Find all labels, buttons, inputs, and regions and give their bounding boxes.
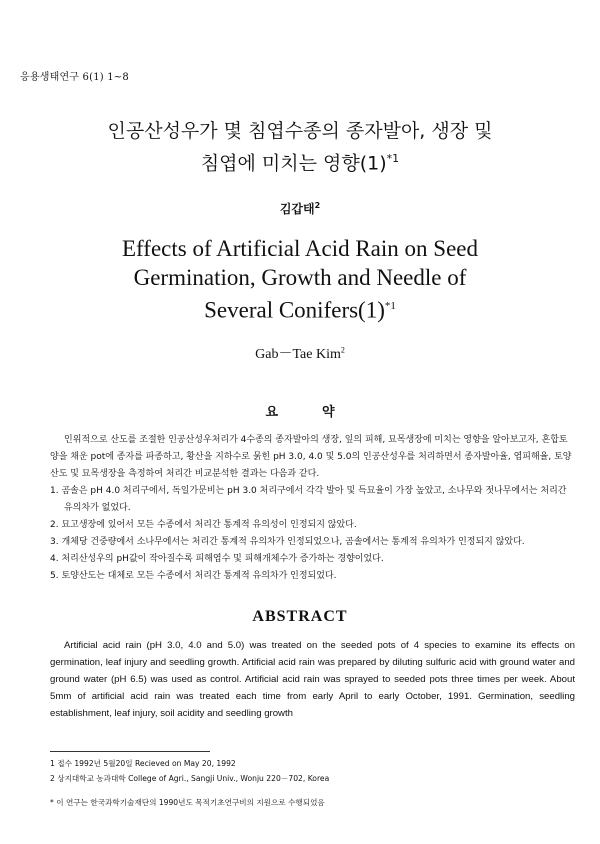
korean-abstract-intro: 인위적으로 산도를 조절한 인공산성우처리가 4수종의 종자발아의 생장, 잎의 피해, 묘목생장에 미치는 영향을 알아보고자, 혼합토양을 채운 pot에 종자를 파종하고, 황산을 지하수로 묽힌 pH 3.0, 4.0 및 5.0의 인공산성우를 처리하면서 종자발아율, 엽피해율, 토양산도 및 묘목생장을 측정하여 처리간 비교분석한 결과는 다음과 같다. [50, 435, 572, 479]
journal-header: 응용생태연구 6(1) 1~8 [20, 72, 129, 83]
english-title-footnote-mark: *1 [384, 300, 396, 312]
korean-abstract-item-4: 4. 처리산성우의 pH값이 작아질수록 피해엽수 및 피해개체수가 증가하는 경향이었다. [50, 554, 384, 564]
korean-author-affiliation-mark: 2 [314, 201, 321, 210]
english-author [0, 343, 600, 363]
korean-author-name: 김갑태 [279, 202, 315, 216]
english-title [0, 234, 600, 325]
korean-title-line-2: 침엽에 미치는 영향(1) [200, 152, 387, 175]
english-title-line-2: Germination, Growth and Needle of [133, 265, 467, 290]
korean-title [0, 118, 600, 177]
korean-abstract-heading: 요약 [265, 405, 379, 420]
korean-abstract-item-5: 5. 토양산도는 대체로 모든 수종에서 처리간 통계적 유의차가 인정되었다. [50, 571, 337, 581]
korean-title-footnote-mark: *1 [386, 152, 400, 165]
korean-abstract-item-1: 1. 곰솔은 pH 4.0 처리구에서, 독일가문비는 pH 3.0 처리구에서 각각 발아 및 득묘율이 가장 높았고, 소나무와 젓나무에서는 처리간 유의차가 없었다. [50, 486, 567, 513]
korean-author [0, 200, 600, 217]
english-abstract-text: Artificial acid rain (pH 3.0, 4.0 and 5.0) was treated on the seeded pots of 4 species to examine its effects on germination, leaf injury and seedling growth. Artificial acid rain was prepared by diluting sulfuric acid with ground water and ground water (pH 6.5) was used as control. Artificial acid rain was sprayed to seeded pots three times per week. About 5mm of artificial acid rain was treated each time from early April to early October, 1991. Germination, seedling establishment, leaf injury, soil acidity and seedling growth [50, 640, 575, 719]
english-author-name: Gab－Tae Kim [255, 347, 341, 362]
footnote-affiliation: 2 상지대학교 농과대학 College of Agri., Sangji Univ., Wonju 220－702, Korea [50, 774, 330, 783]
english-abstract-heading: ABSTRACT [252, 608, 348, 625]
footnote-received: 1 접수 1992년 5월20일 Recieved on May 20, 1992 [50, 759, 236, 768]
korean-title-line-1: 인공산성우가 몇 침엽수종의 종자발아, 생장 및 [107, 120, 493, 142]
korean-abstract-item-3: 3. 개체당 건중량에서 소나무에서는 처리간 통계적 유의차가 인정되었으나, 곰솔에서는 통계적 유의차가 인정되지 않았다. [50, 537, 525, 547]
korean-abstract [50, 432, 575, 585]
english-title-line-3: Several Conifers(1) [204, 297, 385, 323]
korean-abstract-item-2: 2. 묘고생장에 있어서 모든 수종에서 처리간 통계적 유의성이 인정되지 않았다. [50, 520, 357, 530]
footnote-funding: * 이 연구는 한국과학기술재단의 1990년도 목적기초연구비의 지원으로 수행되었음 [50, 798, 325, 807]
footnote-divider [50, 751, 210, 752]
english-title-line-1: Effects of Artificial Acid Rain on Seed [122, 236, 478, 261]
english-author-affiliation-mark: 2 [340, 345, 345, 355]
